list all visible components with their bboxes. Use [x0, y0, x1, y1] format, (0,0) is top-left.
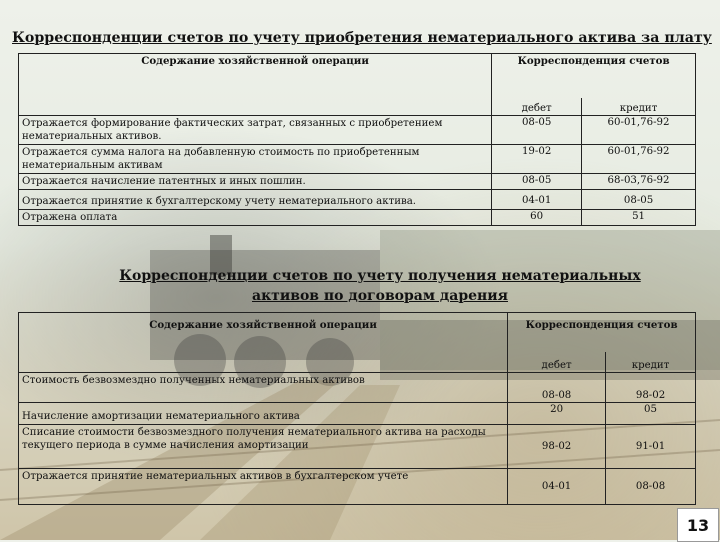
table-row — [19, 116, 696, 145]
debit-cell: 04-01 — [508, 468, 606, 504]
table-row — [19, 402, 696, 424]
header-operation: Содержание хозяйственной операции — [19, 313, 508, 353]
debit-cell: 19-02 — [492, 145, 582, 174]
operation-cell: Отражается формирование фактических затрат, связанных с приобретением нематериальных активов. — [19, 116, 492, 145]
purchase-correspondence-table — [18, 53, 696, 226]
header-credit: кредит — [606, 352, 696, 372]
header-operation: Содержание хозяйственной операции — [19, 54, 492, 98]
header-debit: дебет — [508, 352, 606, 372]
credit-cell: 98-02 — [606, 372, 696, 402]
header-correspondence: Корреспонденция счетов — [492, 54, 696, 98]
table-row — [19, 190, 696, 210]
credit-cell: 60-01,76-92 — [582, 145, 696, 174]
table-row — [19, 210, 696, 226]
title2-line2: активов по договорам дарения — [252, 288, 508, 304]
operation-cell: Отражается принятие к бухгалтерскому учету нематериального актива. — [19, 190, 492, 210]
operation-cell: Отражается сумма налога на добавленную стоимость по приобретенным нематериальным активам — [19, 145, 492, 174]
credit-cell: 05 — [606, 402, 696, 424]
debit-cell: 04-01 — [492, 190, 582, 210]
credit-cell: 91-01 — [606, 424, 696, 468]
credit-cell: 51 — [582, 210, 696, 226]
title2-line1: Корреспонденции счетов по учету получения нематериальных — [119, 268, 641, 284]
operation-cell: Отражена оплата — [19, 210, 492, 226]
credit-cell: 60-01,76-92 — [582, 116, 696, 145]
credit-cell: 08-05 — [582, 190, 696, 210]
header-spacer — [19, 98, 492, 116]
debit-cell: 08-05 — [492, 174, 582, 190]
donation-correspondence-table — [18, 312, 696, 505]
header-spacer — [19, 352, 508, 372]
operation-cell: Отражается принятие нематериальных активов в бухгалтерском учете — [19, 468, 508, 504]
debit-cell: 08-05 — [492, 116, 582, 145]
debit-cell: 60 — [492, 210, 582, 226]
debit-cell: 20 — [508, 402, 606, 424]
operation-cell: Начисление амортизации нематериального актива — [19, 402, 508, 424]
table-row — [19, 174, 696, 190]
header-correspondence: Корреспонденция счетов — [508, 313, 696, 353]
header-credit: кредит — [582, 98, 696, 116]
table-row — [19, 468, 696, 504]
operation-cell: Списание стоимости безвозмездного получения нематериального актива на расходы текущего периода в сумме начисления амортизации — [19, 424, 508, 468]
credit-cell: 68-03,76-92 — [582, 174, 696, 190]
operation-cell: Отражается начисление патентных и иных пошлин. — [19, 174, 492, 190]
slide-title-purchase: Корреспонденции счетов по учету приобретения нематериального актива за плату — [12, 30, 712, 46]
table-row — [19, 372, 696, 402]
table-row — [19, 145, 696, 174]
table-row — [19, 424, 696, 468]
slide-title-donation — [100, 266, 660, 306]
page-number: 13 — [677, 508, 719, 542]
credit-cell: 08-08 — [606, 468, 696, 504]
header-debit: дебет — [492, 98, 582, 116]
operation-cell: Стоимость безвозмездно полученных нематериальных активов — [19, 372, 508, 402]
debit-cell: 98-02 — [508, 424, 606, 468]
debit-cell: 08-08 — [508, 372, 606, 402]
